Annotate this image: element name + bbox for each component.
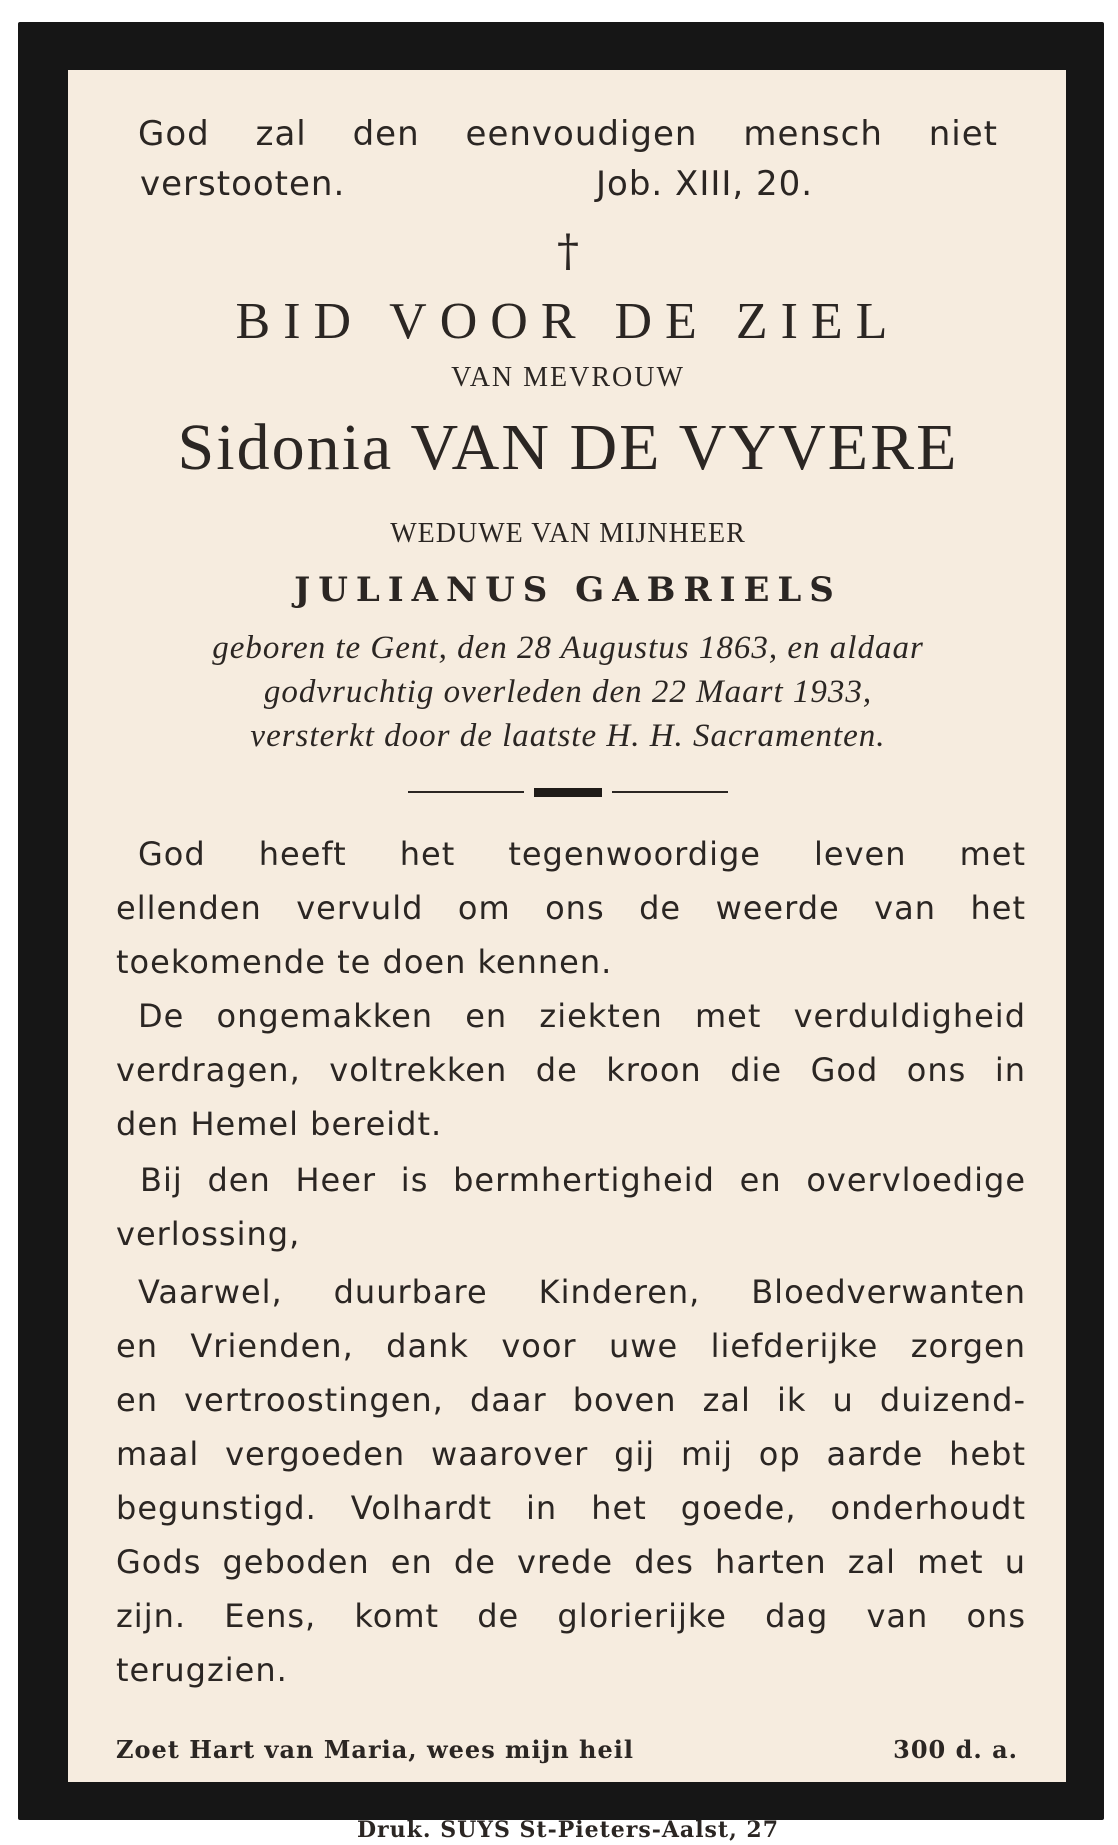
epigraph-reference: Job. XIII, 20. xyxy=(596,164,814,204)
paragraph-2-line-2: verdragen, voltrekken de kroon die God ons in xyxy=(116,1051,1026,1089)
paragraph-4-line-1: Vaarwel, duurbare Kinderen, Bloedverwanten xyxy=(138,1273,1026,1311)
paragraph-1-line-2: ellenden vervuld om ons de weerde van het xyxy=(116,889,1026,927)
paragraph-1-line-3: toekomende te doen kennen. xyxy=(116,943,613,981)
paragraph-3-line-2: verlossing, xyxy=(116,1215,301,1253)
dates-line-2: godvruchtig overleden den 22 Maart 1933, xyxy=(263,674,873,710)
paragraph-4-line-7: zijn. Eens, komt de glorierijke dag van ons xyxy=(116,1597,1026,1635)
cross-icon: † xyxy=(557,226,579,277)
dates-line-3: versterkt door de laatste H. H. Sacramenten. xyxy=(250,718,886,754)
paragraph-2-line-1: De ongemakken en ziekten met verduldigheid xyxy=(138,997,1026,1035)
dates-line-1: geboren te Gent, den 28 Augustus 1863, en aldaar xyxy=(212,630,924,666)
widow-of-label: WEDUWE VAN MIJNHEER xyxy=(390,518,746,549)
divider-gap xyxy=(524,789,534,795)
paragraph-4-line-6: Gods geboden en de vrede des harten zal met u xyxy=(116,1543,1026,1581)
van-mevrouw: VAN MEVROUW xyxy=(451,362,685,393)
paragraph-1-line-1: God heeft het tegenwoordige leven met xyxy=(138,835,1026,873)
epigraph-line-1: God zal den eenvoudigen mensch niet xyxy=(138,114,998,154)
divider-gap xyxy=(602,789,612,795)
card-text xyxy=(68,70,1068,1843)
paragraph-4-line-3: en vertroostingen, daar boven zal ik u duizend- xyxy=(116,1381,1026,1419)
paragraph-4-line-2: en Vrienden, dank voor uwe liefderijke zorgen xyxy=(116,1327,1026,1365)
paragraph-3-line-1: Bij den Heer is bermhertigheid en overvloedige xyxy=(140,1161,1026,1199)
prayer-title: BID VOOR DE ZIEL xyxy=(235,293,901,350)
closing-prayer: Zoet Hart van Maria, wees mijn heil xyxy=(116,1735,635,1764)
divider-center-bar xyxy=(534,788,602,797)
card-paper xyxy=(68,70,1066,1843)
deceased-name: Sidonia VAN DE VYVERE xyxy=(177,411,959,484)
husband-name: JULIANUS GABRIELS xyxy=(294,570,842,610)
printer-credit: Druk. SUYS St-Pieters-Aalst, 27 xyxy=(356,1817,780,1843)
epigraph-line-2-left: verstooten. xyxy=(140,164,346,204)
paragraph-4-line-4: maal vergoeden waarover gij mij op aarde hebt xyxy=(116,1435,1026,1473)
memorial-card xyxy=(8,8,1110,1843)
paragraph-2-line-3: den Hemel bereidt. xyxy=(116,1105,443,1143)
indulgence-note: 300 d. a. xyxy=(893,1735,1018,1764)
paragraph-4-line-8: terugzien. xyxy=(116,1651,288,1689)
paragraph-4-line-5: begunstigd. Volhardt in het goede, onderhoudt xyxy=(116,1489,1026,1527)
